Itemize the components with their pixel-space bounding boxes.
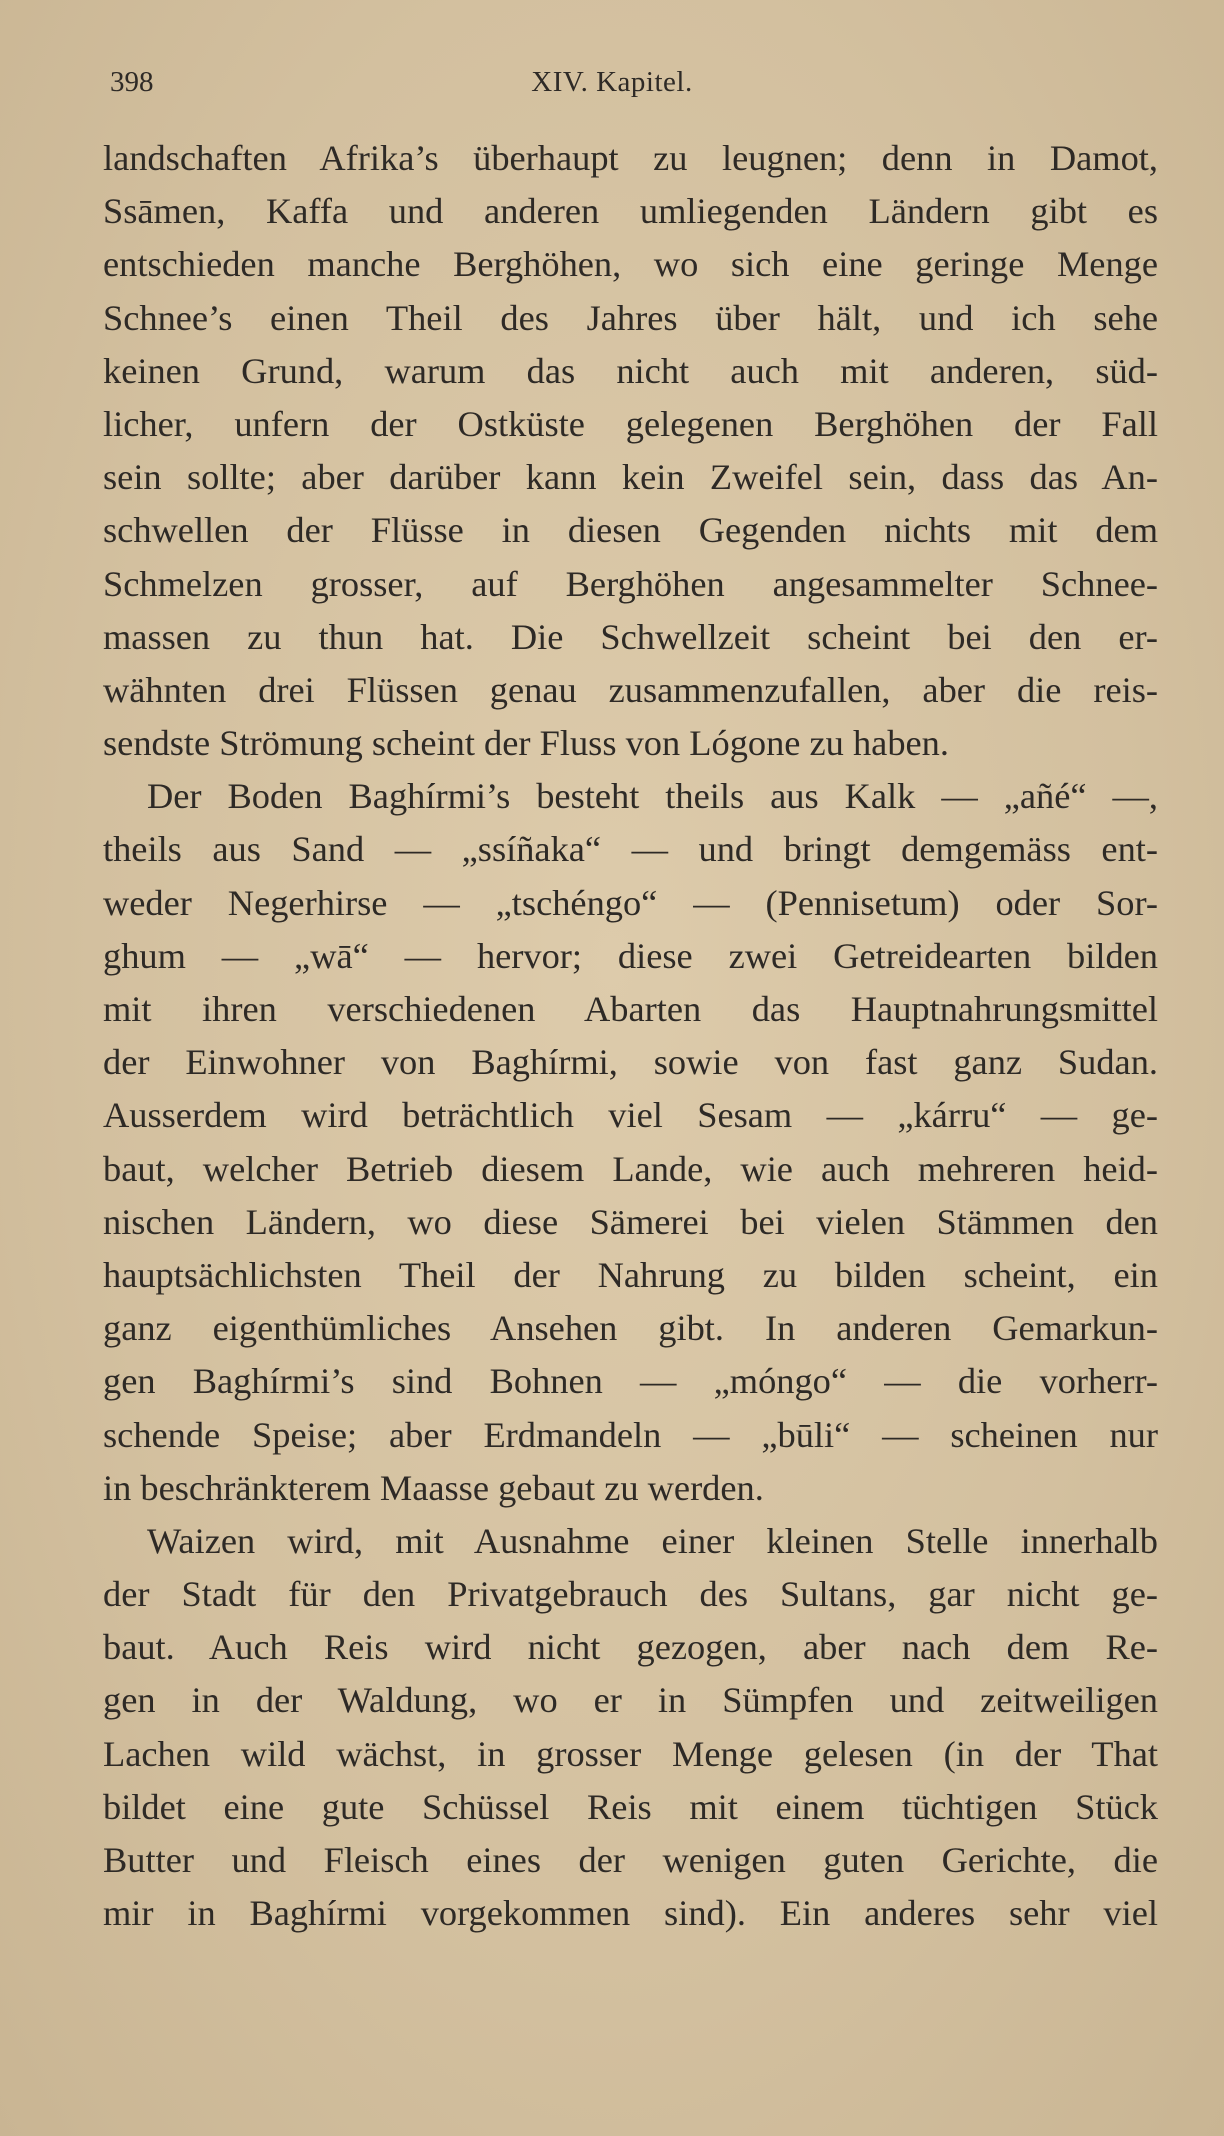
page-header <box>110 66 1114 110</box>
running-head: XIV. Kapitel. <box>531 66 693 98</box>
text-line: sendste Strömung scheint der Fluss von Lógone zu haben. <box>103 723 949 764</box>
text-line: Butter und Fleisch eines der wenigen guten Gerichte, die <box>103 1840 1158 1880</box>
text-line: sein sollte; aber darüber kann kein Zweifel sein, dass das An- <box>103 457 1158 498</box>
text-line: Der Boden Baghírmi’s besteht theils aus Kalk — „añé“ —, <box>147 776 1158 817</box>
text-line: keinen Grund, warum das nicht auch mit anderen, süd- <box>103 350 1158 391</box>
text-line: der Stadt für den Privatgebrauch des Sultans, gar nicht ge- <box>103 1574 1158 1615</box>
text-line: licher, unfern der Ostküste gelegenen Berghöhen der Fall <box>103 403 1158 444</box>
text-line: in beschränkterem Maasse gebaut zu werden. <box>103 1467 764 1508</box>
text-line: hauptsächlichsten Theil der Nahrung zu bilden scheint, ein <box>103 1254 1158 1295</box>
page-number: 398 <box>110 66 154 98</box>
text-line: massen zu thun hat. Die Schwellzeit scheint bei den er- <box>103 616 1158 657</box>
text-line: mir in Baghírmi vorgekommen sind). Ein anderes sehr viel <box>103 1893 1158 1934</box>
text-line: bildet eine gute Schüssel Reis mit einem tüchtigen Stück <box>103 1786 1158 1827</box>
text-line: schende Speise; aber Erdmandeln — „būli“ — scheinen nur <box>103 1414 1158 1455</box>
text-line: schwellen der Flüsse in diesen Gegenden nichts mit dem <box>103 510 1158 551</box>
text-line: wähnten drei Flüssen genau zusammenzufallen, aber die reis- <box>103 669 1158 710</box>
text-line: baut, welcher Betrieb diesem Lande, wie auch mehreren heid- <box>103 1148 1158 1189</box>
text-line: gen Baghírmi’s sind Bohnen — „móngo“ — die vorherr- <box>103 1361 1158 1402</box>
text-line: gen in der Waldung, wo er in Sümpfen und zeitweiligen <box>103 1680 1158 1721</box>
text-line: Waizen wird, mit Ausnahme einer kleinen Stelle innerhalb <box>147 1520 1158 1561</box>
body-text <box>103 132 1158 1940</box>
text-line: baut. Auch Reis wird nicht gezogen, aber nach dem Re- <box>103 1627 1158 1668</box>
text-line: weder Negerhirse — „tschéngo“ — (Pennisetum) oder Sor- <box>103 882 1158 923</box>
text-line: der Einwohner von Baghírmi, sowie von fast ganz Sudan. <box>103 1042 1158 1083</box>
text-line: mit ihren verschiedenen Abarten das Hauptnahrungsmittel <box>103 989 1158 1029</box>
text-line: Schnee’s einen Theil des Jahres über hält, und ich sehe <box>103 297 1158 338</box>
text-line: theils aus Sand — „ssíñaka“ — und bringt demgemäss ent- <box>103 829 1158 870</box>
text-line: ghum — „wā“ — hervor; diese zwei Getreidearten bilden <box>103 935 1158 976</box>
text-line: Schmelzen grosser, auf Berghöhen angesammelter Schnee- <box>103 563 1158 604</box>
text-line: ganz eigenthümliches Ansehen gibt. In anderen Gemarkun- <box>103 1308 1158 1349</box>
text-line: Ausserdem wird beträchtlich viel Sesam — „kárru“ — ge- <box>103 1095 1158 1136</box>
text-line: Lachen wild wächst, in grosser Menge gelesen (in der That <box>103 1733 1158 1774</box>
text-line: entschieden manche Berghöhen, wo sich eine geringe Menge <box>103 244 1158 285</box>
text-line: landschaften Afrika’s überhaupt zu leugnen; denn in Damot, <box>103 138 1158 178</box>
text-line: Ssāmen, Kaffa und anderen umliegenden Ländern gibt es <box>103 191 1158 232</box>
text-line: nischen Ländern, wo diese Sämerei bei vielen Stämmen den <box>103 1201 1158 1242</box>
